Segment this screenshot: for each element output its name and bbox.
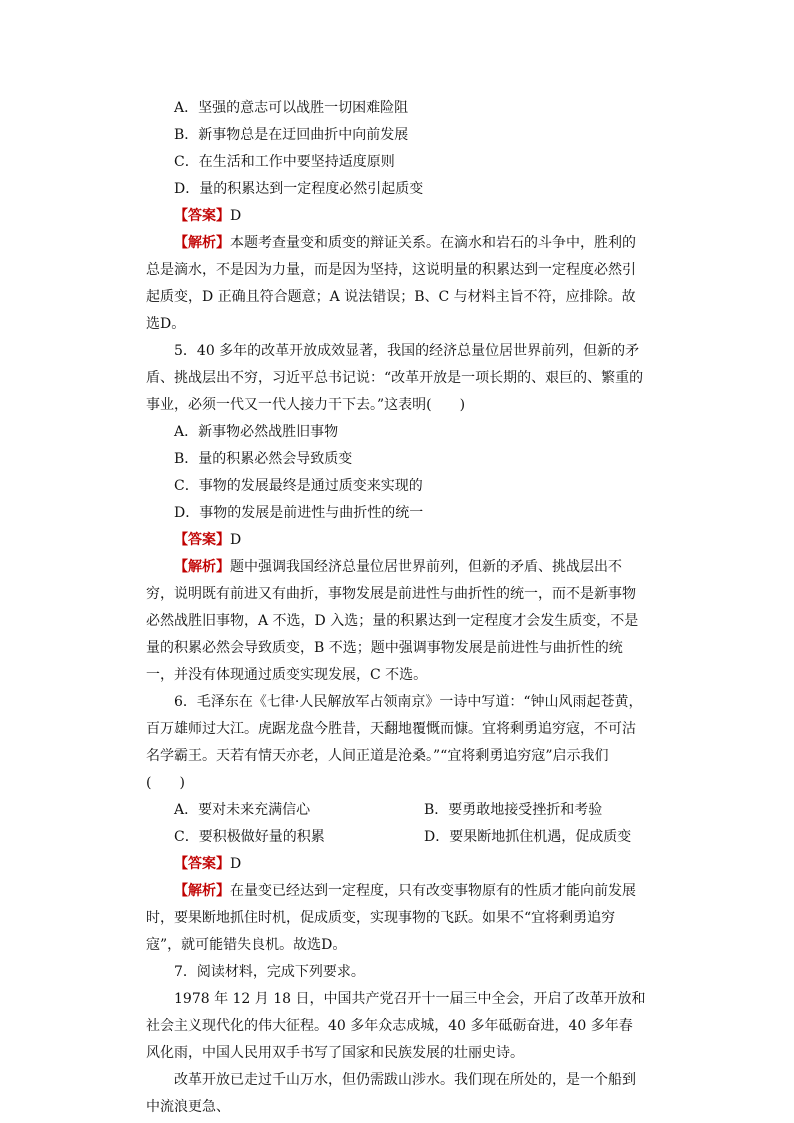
q6-answer [146,851,646,878]
q6-option-c: C．要积极做好量的积累 [174,829,325,845]
answer-tag: 【答案】 [174,856,230,872]
q6-option-b: B．要勇敢地接受挫折和考验 [424,802,603,818]
answer-tag: 【答案】 [174,208,230,224]
q5-option-a: A．新事物必然战胜旧事物 [174,424,339,440]
answer-value: D [230,208,242,224]
q6-options-row-2 [146,824,646,851]
answer-tag: 【答案】 [174,532,230,548]
q5-explanation [146,554,646,689]
q6-explanation [146,878,646,959]
q4-explanation [146,230,646,338]
q5-option-c: C．事物的发展最终是通过质变来实现的 [174,478,423,494]
q4-option-b: B．新事物总是在迂回曲折中向前发展 [174,127,409,143]
explanation-text: 题中强调我国经济总量位居世界前列，但新的矛盾、挑战层出不穷，说明既有前进又有曲折，事物发展是前进性与曲折性的统一，而不是新事物必然战胜旧事物，A 不选，D 入选；量的积累达到一定程度才会发生质变，不是量的积累必然会导致质变，B 不选；题中强调事物发展是前进性与曲折性的统一，并没有体现通过质变实现发展，C 不选。 [146,559,639,683]
answer-value: D [230,532,242,548]
explanation-text: 在量变已经达到一定程度，只有改变事物原有的性质才能向前发展时，要果断地抓住时机，促成质变，实现事物的飞跃。如果不“宜将剩勇追穷寇”，就可能错失良机。故选D。 [146,883,636,953]
q4-option-d: D．量的积累达到一定程度必然引起质变 [174,181,424,197]
q7-material-1: 1978 年 12 月 18 日，中国共产党召开十一届三中全会，开启了改革开放和社会主义现代化的伟大征程。40 多年众志成城，40 多年砥砺奋进，40 多年春风化雨，中国人民用双手书写了国家和民族发展的壮丽史诗。 [146,991,646,1061]
q5-stem: 5．40 多年的改革开放成效显著，我国的经济总量位居世界前列，但新的矛盾、挑战层出不穷，习近平总书记说：“改革开放是一项长期的、艰巨的、繁重的事业，必须一代又一代人接力干下去。”这表明( ) [146,343,644,413]
explanation-tag: 【解析】 [174,235,230,251]
q5-option-d: D．事物的发展是前进性与曲折性的统一 [174,505,424,521]
q6-options-row-1 [146,797,646,824]
q7-stem: 7．阅读材料，完成下列要求。 [174,964,365,980]
explanation-tag: 【解析】 [174,883,230,899]
explanation-tag: 【解析】 [174,559,230,575]
explanation-text: 本题考查量变和质变的辩证关系。在滴水和岩石的斗争中，胜利的总是滴水，不是因为力量，而是因为坚持，这说明量的积累达到一定程度必然引起质变，D 正确且符合题意；A 说法错误；B、C 与材料主旨不符，应排除。故选D。 [146,235,636,332]
q5-answer [146,527,646,554]
answer-value: D [230,856,242,872]
q4-option-c: C．在生活和工作中要坚持适度原则 [174,154,395,170]
q5-option-b: B．量的积累必然会导致质变 [174,451,353,467]
q4-answer [146,203,646,230]
q6-option-d: D．要果断地抓住机遇，促成质变 [424,829,632,845]
q6-option-a: A．要对未来充满信心 [174,802,311,818]
q4-option-a: A．坚强的意志可以战胜一切困难险阻 [174,100,409,116]
document-content [146,95,646,1121]
q7-material-2: 改革开放已走过千山万水，但仍需跋山涉水。我们现在所处的，是一个船到中流浪更急、 [146,1072,636,1115]
q6-stem: 6．毛泽东在《七律·人民解放军占领南京》一诗中写道：“钟山风雨起苍黄，百万雄师过大江。虎踞龙盘今胜昔，天翻地覆慨而慷。宜将剩勇追穷寇，不可沽名学霸王。天若有情天亦老，人间正道是沧桑。”“宜将剩勇追穷寇”启示我们( ) [146,694,643,791]
